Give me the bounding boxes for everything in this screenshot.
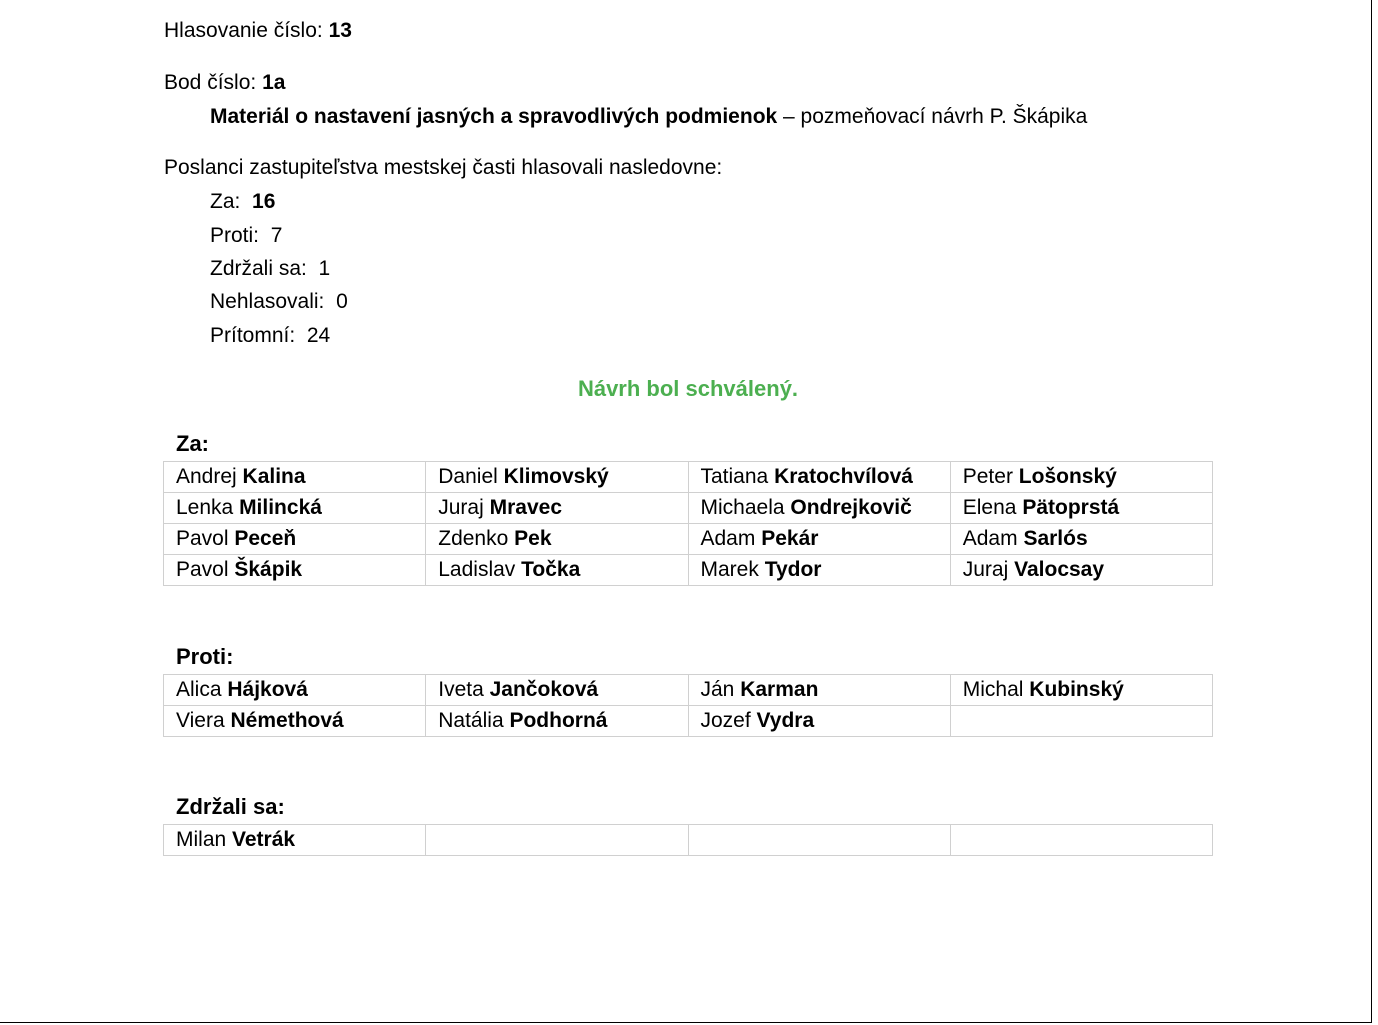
name-cell (688, 462, 950, 493)
first-name: Adam (700, 527, 756, 550)
last-name: Valocsay (1014, 558, 1105, 581)
tally-zdrzali-value: 1 (318, 257, 331, 280)
last-name: Jančoková (489, 678, 599, 701)
tally-pritomni (210, 323, 330, 349)
table-row (164, 524, 1213, 555)
intro-text: Poslanci zastupiteľstva mestskej časti hlasovali nasledovne: (164, 156, 723, 179)
name-cell (688, 555, 950, 586)
first-name: Juraj (962, 558, 1009, 581)
name-cell (426, 493, 688, 524)
item-number-line (164, 70, 285, 96)
table-row (164, 555, 1213, 586)
name-cell (950, 524, 1212, 555)
first-name: Adam (962, 527, 1018, 550)
name-cell (426, 706, 688, 737)
first-name: Natália (438, 709, 504, 732)
tally-zdrzali-label: Zdržali sa: (210, 257, 307, 280)
name-cell (164, 524, 426, 555)
name-cell (688, 675, 950, 706)
name-cell (950, 462, 1212, 493)
last-name: Mravec (489, 496, 563, 519)
last-name: Lošonský (1018, 465, 1117, 488)
name-cell (950, 706, 1212, 737)
table-row (164, 825, 1213, 856)
name-cell (164, 706, 426, 737)
name-cell (950, 555, 1212, 586)
name-cell (950, 825, 1212, 856)
item-number: 1a (262, 71, 286, 94)
last-name: Pätoprstá (1022, 496, 1120, 519)
name-cell (426, 555, 688, 586)
name-cell (164, 825, 426, 856)
name-cell (950, 675, 1212, 706)
item-title-bold: Materiál o nastavení jasných a spravodlivých podmienok (210, 105, 778, 128)
last-name: Hájková (227, 678, 308, 701)
first-name: Jozef (700, 709, 751, 732)
name-cell (164, 555, 426, 586)
last-name: Ondrejkovič (790, 496, 912, 519)
vote-label: Hlasovanie číslo: (164, 19, 323, 42)
first-name: Alica (176, 678, 222, 701)
first-name: Milan (176, 828, 227, 851)
first-name: Viera (176, 709, 225, 732)
tally-proti (210, 223, 282, 249)
names-table-za (163, 461, 1213, 586)
name-cell (164, 675, 426, 706)
tally-nehlasovali (210, 289, 348, 315)
name-cell (688, 706, 950, 737)
tally-pritomni-label: Prítomní: (210, 324, 296, 347)
first-name: Ján (700, 678, 735, 701)
last-name: Pek (514, 527, 552, 550)
last-name: Pekár (761, 527, 819, 550)
last-name: Škápik (234, 558, 303, 581)
first-name: Elena (962, 496, 1017, 519)
names-table-proti (163, 674, 1213, 737)
name-cell (950, 493, 1212, 524)
table-row (164, 462, 1213, 493)
vote-number: 13 (328, 19, 352, 42)
first-name: Marek (700, 558, 759, 581)
last-name: Tydor (764, 558, 822, 581)
table-row (164, 675, 1213, 706)
section-title-proti: Proti: (176, 644, 234, 669)
name-cell (426, 462, 688, 493)
tally-proti-label: Proti: (210, 224, 260, 247)
last-name: Kalina (242, 465, 306, 488)
name-cell (688, 493, 950, 524)
first-name: Zdenko (438, 527, 509, 550)
first-name: Daniel (438, 465, 498, 488)
first-name: Tatiana (700, 465, 769, 488)
last-name: Vydra (756, 709, 815, 732)
name-cell (164, 462, 426, 493)
item-label: Bod číslo: (164, 71, 257, 94)
first-name: Ladislav (438, 558, 516, 581)
last-name: Vetrák (232, 828, 296, 851)
name-cell (164, 493, 426, 524)
last-name: Sarlós (1023, 527, 1088, 550)
first-name: Pavol (176, 527, 229, 550)
tally-proti-value: 7 (270, 224, 283, 247)
name-cell (426, 675, 688, 706)
vote-number-line (164, 18, 352, 44)
tally-nehlasovali-label: Nehlasovali: (210, 290, 325, 313)
name-cell (688, 825, 950, 856)
last-name: Klimovský (503, 465, 609, 488)
item-title-line (210, 104, 1087, 130)
item-title-rest: – pozmeňovací návrh P. Škápika (777, 105, 1088, 128)
tally-za (210, 189, 275, 215)
table-row (164, 493, 1213, 524)
first-name: Michal (962, 678, 1024, 701)
last-name: Peceň (234, 527, 297, 550)
tally-zdrzali (210, 256, 330, 282)
tally-nehlasovali-value: 0 (336, 290, 348, 313)
names-table-zdrzali (163, 824, 1213, 856)
first-name: Michaela (700, 496, 785, 519)
first-name: Lenka (176, 496, 234, 519)
tally-pritomni-value: 24 (306, 324, 331, 347)
table-row (164, 706, 1213, 737)
tally-za-value: 16 (252, 190, 276, 213)
last-name: Némethová (230, 709, 344, 732)
name-cell (426, 825, 688, 856)
name-cell (688, 524, 950, 555)
first-name: Peter (962, 465, 1013, 488)
first-name: Pavol (176, 558, 229, 581)
last-name: Karman (740, 678, 819, 701)
last-name: Milincká (239, 496, 322, 519)
section-title-za: Za: (176, 431, 209, 456)
first-name: Juraj (438, 496, 484, 519)
tally-za-label: Za: (210, 190, 241, 213)
last-name: Podhorná (509, 709, 608, 732)
section-title-zdrzali: Zdržali sa: (176, 794, 285, 819)
first-name: Andrej (176, 465, 237, 488)
last-name: Točka (521, 558, 581, 581)
first-name: Iveta (438, 678, 484, 701)
last-name: Kubinský (1029, 678, 1124, 701)
result-text: Návrh bol schválený. (577, 376, 799, 401)
name-cell (426, 524, 688, 555)
last-name: Kratochvílová (774, 465, 913, 488)
